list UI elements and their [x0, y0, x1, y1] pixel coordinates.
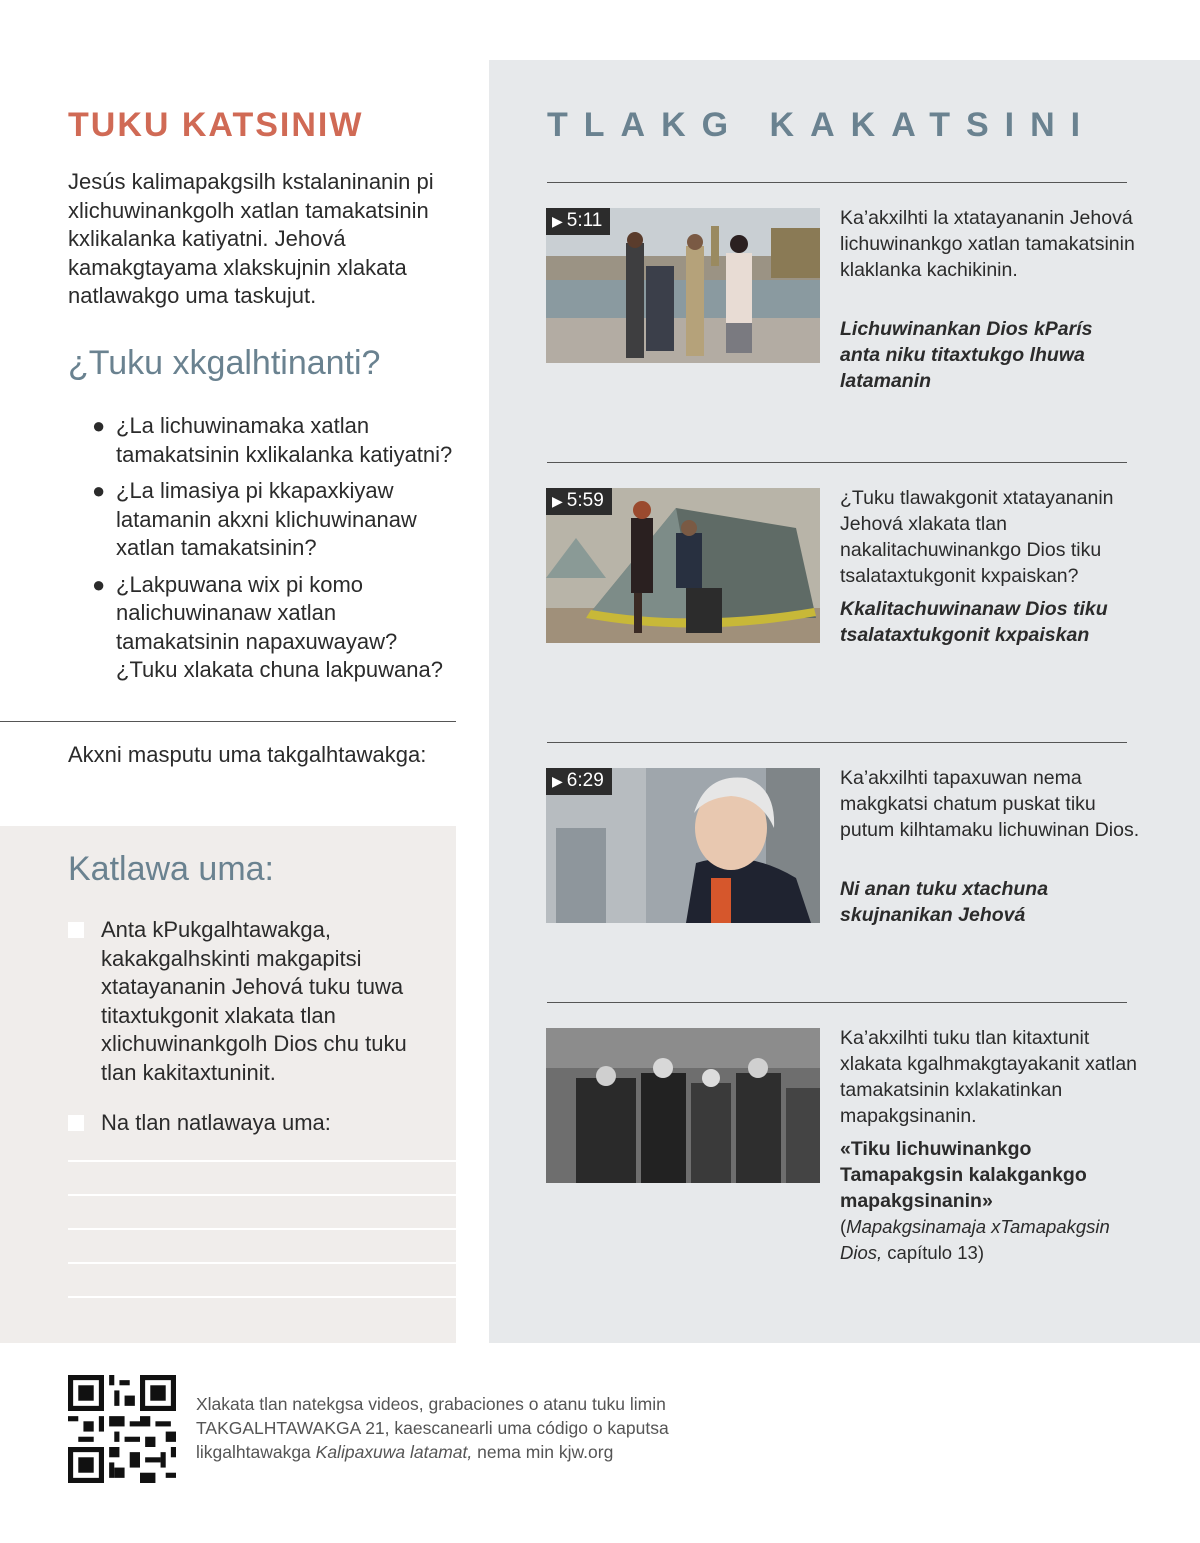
question-item: ● ¿Lakpuwana wix pi komo nalichuwinanaw xatlan tamakatsinin napaxuwayaw? ¿Tuku xlakata chuna lakpuwana? [92, 571, 443, 682]
summary-body: Jesús kalimapakgsilh kstalaninanin pi xlichuwinankgolh xatlan tamakatsinin kxlikalanka katiyatni. Jehová kamakgtayama xlakskujnin xlakata natlawakgo uma taskujut. [68, 169, 434, 308]
video-title[interactable]: Kkalitachuwinanaw Dios tiku tsalataxtukgonit kxpaiskan [840, 598, 1108, 646]
duration-badge: ▶ 6:29 [546, 768, 612, 795]
review-task-1: Anta kPukgalhtawakga, kakakgalhskinti makgapitsi xtatayananin Jehová tuku tuwa titaxtukgonit xlakata tlan xlichuwinankgolh Dios chu tuku tlan kakitaxtuninit. [68, 916, 438, 1087]
historical-group-photo [546, 1028, 820, 1183]
play-icon: ▶ [552, 773, 563, 789]
video-description: Ka’akxilhti tuku tlan kitaxtunit xlakata kgalhmakgtayakanit xatlan tamakatsinin kxlakatinkan mapakgsinanin. [840, 1027, 1138, 1127]
promise-text: Akxni masputu uma takgalhtawakga: [68, 742, 427, 767]
video-title[interactable]: Ni anan tuku xtachuna skujnanikan Jehová [840, 878, 1049, 926]
section-divider [0, 721, 456, 722]
video-divider [547, 182, 1127, 183]
writing-line[interactable] [68, 1194, 456, 1196]
video-description: Ka’akxilhti tapaxuwan nema makgkatsi chatum puskat tiku putum kilhtamaku lichuwinan Dios. [840, 767, 1140, 841]
explore-title: TLAKG KAKATSINI [547, 106, 1097, 144]
historical-photo [546, 1028, 820, 1183]
play-icon: ▶ [552, 493, 563, 509]
review-title: Katlawa uma: [68, 850, 274, 888]
video-title[interactable]: Lichuwinankan Dios kParís anta niku titaxtukgo lhuwa latamanin [840, 318, 1093, 392]
article-title[interactable]: «Tiku lichuwinankgo Tamapakgsin kalakgankgo mapakgsinanin» [840, 1138, 1087, 1212]
writing-line[interactable] [68, 1160, 456, 1162]
bullet-icon: ● [92, 571, 106, 597]
video-divider [547, 462, 1127, 463]
footer-text: Xlakata tlan natekgsa videos, grabaciones o atanu tuku limin TAKGALHTAWAKGA 21, kaescanearli uma código o kaputsa likgalhtawakga Kalipaxuwa latamat, nema min kjw.org [196, 1394, 669, 1462]
video-thumbnail-tents[interactable] [546, 488, 820, 643]
bullet-icon: ● [92, 478, 106, 503]
writing-line[interactable] [68, 1228, 456, 1230]
video-description: Ka’akxilhti la xtatayananin Jehová lichuwinankgo xatlan tamakatsinin klaklanka kachikinin. [840, 207, 1135, 281]
writing-line[interactable] [68, 1262, 456, 1264]
article-source: (Mapakgsinamaja xTamapakgsin Dios, capítulo 13) [840, 1216, 1110, 1263]
question-item: ● ¿La limasiya pi kkapaxkiyaw latamanin akxni klichuwinanaw xatlan tamakatsinin? [92, 478, 417, 560]
duration-badge: ▶ 5:11 [546, 208, 610, 235]
questions-title: ¿Tuku xkgalhtinanti? [68, 344, 381, 382]
qr-code[interactable] [68, 1375, 176, 1483]
video-thumbnail-paris[interactable] [546, 208, 820, 363]
checkbox[interactable] [68, 922, 84, 938]
play-icon: ▶ [552, 213, 563, 229]
writing-line[interactable] [68, 1296, 456, 1298]
video-divider [547, 1002, 1127, 1003]
bullet-icon: ● [92, 413, 106, 438]
video-divider [547, 742, 1127, 743]
summary-title: TUKU KATSINIW [68, 106, 364, 144]
question-item: ● ¿La lichuwinamaka xatlan tamakatsinin kxlikalanka katiyatni? [92, 413, 453, 467]
video-description: ¿Tuku tlawakgonit xtatayananin Jehová xlakata tlan nakalitachuwinankgo Dios tiku tsalataxtukgonit kxpaiskan? [840, 487, 1114, 587]
checkbox[interactable] [68, 1115, 84, 1131]
questions-list [92, 412, 462, 693]
video-thumbnail-elderly-woman[interactable] [546, 768, 820, 923]
review-task-2: Na tlan natlawaya uma: [68, 1109, 438, 1138]
duration-badge: ▶ 5:59 [546, 488, 612, 515]
